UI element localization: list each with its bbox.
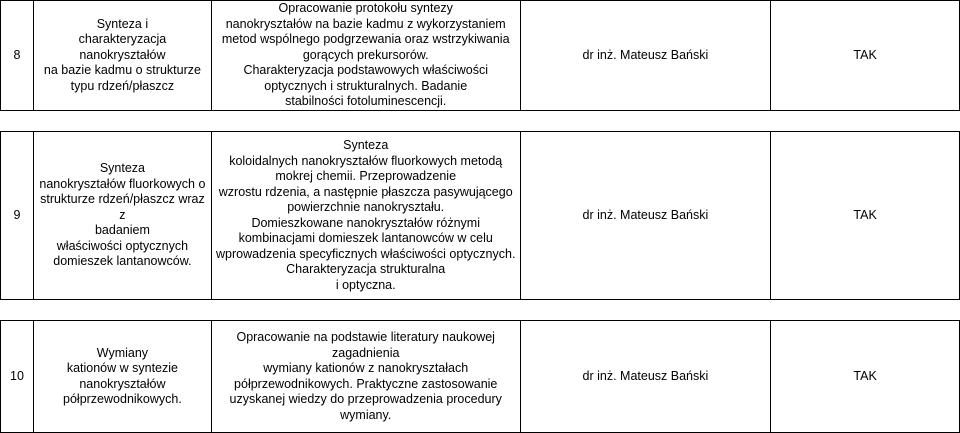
supervisor: dr inż. Mateusz Bański (520, 1, 771, 111)
text-line: kombinacjami domieszek lantanowców w celu (238, 231, 493, 245)
text-line: kationów w syntezie (66, 361, 178, 375)
spacer-cell (1, 111, 960, 132)
text-line: Opracowanie na podstawie literatury naukowej (236, 330, 495, 344)
text-line: właściwości optycznych (56, 238, 189, 253)
text-line: nanokryształów (79, 376, 166, 391)
text-line: Synteza i (96, 16, 149, 31)
topic-title (33, 132, 211, 300)
text-line: uzyskanej wiedzy do przeprowadzenia procedury (229, 392, 502, 406)
text-line: domieszek lantanowców. (53, 254, 192, 269)
text-line: metod wspólnego podgrzewania oraz wstrzykiwania (221, 32, 510, 47)
text-line: wymiany kationów z nanokryształach (263, 361, 469, 375)
topic-description (211, 132, 520, 300)
status: TAK (771, 1, 960, 111)
text-line: Synteza (343, 138, 389, 152)
text-line: i optyczna. (335, 277, 396, 292)
text-line: wprowadzenia specyficznych właściwości optycznych. (216, 246, 516, 261)
supervisor: dr inż. Mateusz Bański (520, 321, 771, 433)
text-line: powierzchnie nanokryształu. (287, 200, 445, 214)
text-line: Opracowanie protokołu syntezy (278, 1, 453, 16)
row-number: 8 (1, 1, 34, 111)
text-line: typu rdzeń/płaszcz (70, 78, 175, 93)
topic-description (211, 321, 520, 433)
text-line: zagadnienia (332, 345, 400, 360)
text-line: Domieszkowane nanokryształów różnymi (251, 215, 480, 230)
text-line: nanokryształów na bazie kadmu z wykorzystaniem (225, 16, 506, 31)
text-line: optycznych i strukturalnych. Badanie (264, 78, 468, 93)
text-line: Synteza (99, 161, 145, 176)
text-line: badaniem (94, 223, 150, 238)
topic-title (33, 321, 211, 433)
row-number: 9 (1, 132, 34, 300)
topic-description (211, 1, 520, 111)
text-line: Charakteryzacja strukturalna (286, 262, 446, 276)
topic-title (33, 1, 211, 111)
table-spacer (1, 300, 960, 321)
table-row (1, 321, 960, 433)
text-line: wzrostu rdzenia, a następnie płaszcza pasywującego (218, 184, 513, 199)
text-line: wymiany. (340, 407, 392, 422)
text-line: półprzewodnikowych. (63, 392, 182, 406)
text-line: Wymiany (96, 345, 149, 360)
table-row (1, 1, 960, 111)
text-line: półprzewodnikowych. Praktyczne zastosowanie (234, 376, 498, 391)
text-line: na bazie kadmu o strukturze (43, 63, 201, 78)
table-row (1, 132, 960, 300)
status: TAK (771, 132, 960, 300)
text-line: gorących prekursorów. (302, 47, 429, 62)
spacer-cell (1, 300, 960, 321)
supervisor: dr inż. Mateusz Bański (520, 132, 771, 300)
text-line: strukturze rdzeń/płaszcz wraz z (40, 192, 205, 222)
text-line: stabilności fotoluminescencji. (285, 94, 447, 109)
text-line: mokrej chemii. Przeprowadzenie (275, 169, 457, 183)
row-number: 10 (1, 321, 34, 433)
text-line: nanokryształów fluorkowych o (39, 176, 206, 191)
status: TAK (771, 321, 960, 433)
text-line: Charakteryzacja podstawowych właściwości (243, 63, 488, 78)
text-line: koloidalnych nanokryształów fluorkowych metodą (229, 153, 503, 168)
text-line: charakteryzacja nanokryształów (78, 32, 167, 62)
table-spacer (1, 111, 960, 132)
